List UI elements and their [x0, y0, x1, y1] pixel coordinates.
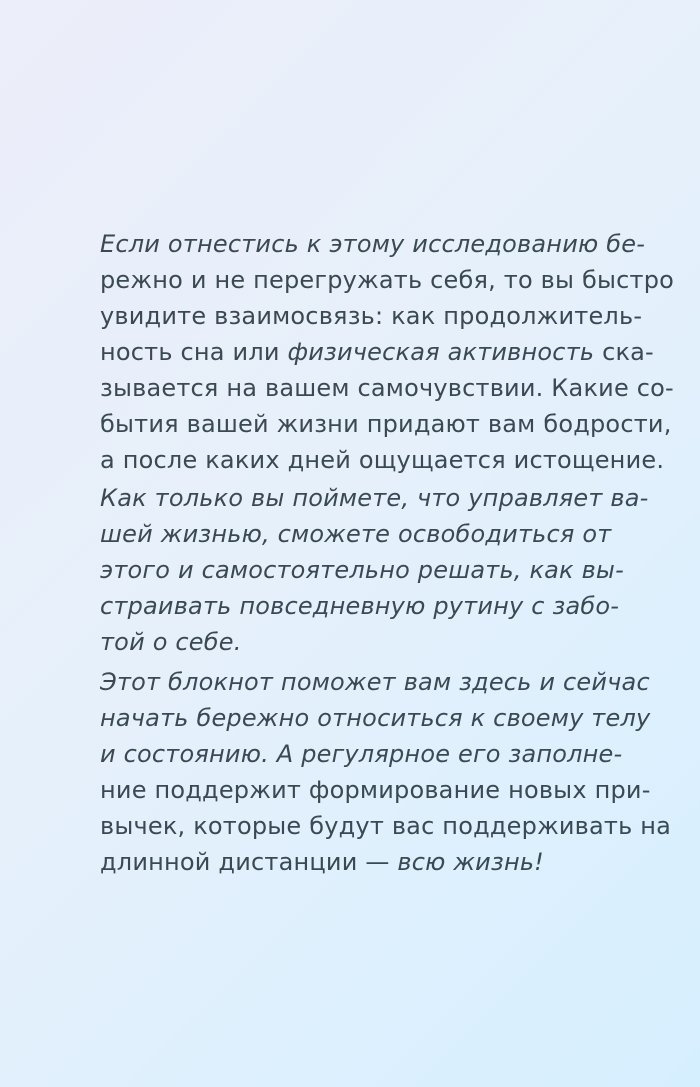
- text-segment: начать бережно относиться к своему телу: [100, 704, 651, 732]
- paragraph-2: [100, 480, 649, 660]
- text-segment: той о себе.: [100, 628, 242, 656]
- text-line: [100, 298, 643, 334]
- text-segment: физическая активность: [287, 338, 595, 366]
- text-segment: бытия вашей жизни придают вам бодрости,: [100, 410, 672, 438]
- text-segment: длинной дистанции —: [100, 848, 398, 876]
- text-line: [100, 588, 620, 624]
- text-line: [100, 808, 672, 844]
- text-line: [100, 262, 675, 298]
- text-line: [100, 226, 646, 262]
- text-segment: Если отнестись к этому исследованию бе-: [100, 230, 646, 258]
- text-line: [100, 736, 623, 772]
- text-segment: этого и самостоятельно решать, как вы-: [100, 556, 624, 584]
- text-segment: зывается на вашем самочувствии. Какие со-: [100, 374, 674, 402]
- text-line: [100, 480, 649, 516]
- text-line: [100, 516, 612, 552]
- text-line: [100, 442, 665, 478]
- text-segment: вычек, которые будут вас поддерживать на: [100, 812, 672, 840]
- text-segment: а после каких дней ощущается истощение.: [100, 446, 665, 474]
- text-line: [100, 334, 654, 370]
- text-line: [100, 700, 651, 736]
- text-line: [100, 844, 590, 880]
- text-segment: ность сна или: [100, 338, 288, 366]
- text-segment: Этот блокнот поможет вам здесь и сейчас: [100, 668, 650, 696]
- text-line: [100, 370, 674, 406]
- text-line: [100, 624, 590, 660]
- paragraph-1: [100, 226, 675, 478]
- text-segment: увидите взаимосвязь: как продолжитель-: [100, 302, 643, 330]
- text-line: [100, 772, 651, 808]
- paragraph-3: [100, 664, 672, 880]
- text-segment: ска-: [594, 338, 654, 366]
- text-segment: ние поддержит формирование новых при-: [100, 776, 651, 804]
- text-line: [100, 552, 624, 588]
- text-segment: и состоянию. А регулярное его заполне-: [100, 740, 623, 768]
- text-segment: режно и не перегружать себя, то вы быстро: [100, 266, 675, 294]
- text-line: [100, 406, 672, 442]
- text-segment: Как только вы поймете, что управляет ва-: [100, 484, 649, 512]
- text-line: [100, 664, 650, 700]
- text-segment: шей жизнью, сможете освободиться от: [100, 520, 612, 548]
- text-segment: всю жизнь!: [397, 848, 544, 876]
- text-segment: страивать повседневную рутину с забо-: [100, 592, 620, 620]
